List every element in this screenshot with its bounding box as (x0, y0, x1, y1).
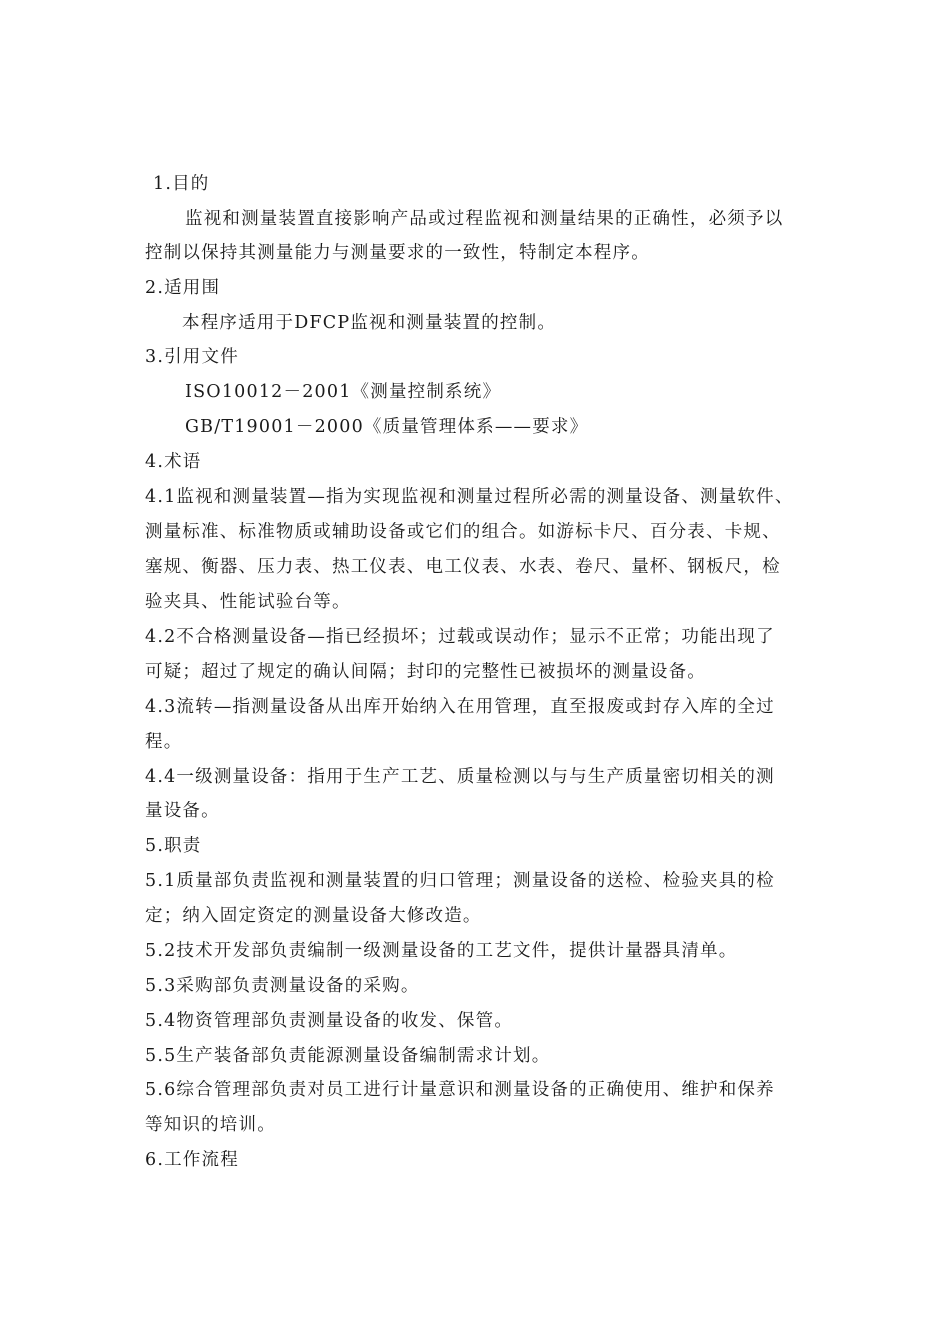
section-3-heading: 3.引用文件 (145, 347, 239, 367)
duty-5-6-line-1: 5.6综合管理部负责对员工进行计量意识和测量设备的正确使用、维护和保养 (145, 1080, 775, 1100)
duty-5-2: 5.2技术开发部负责编制一级测量设备的工艺文件，提供计量器具清单。 (145, 941, 738, 961)
section-4-heading: 4.术语 (145, 452, 202, 472)
section-2-heading: 2.适用围 (145, 278, 221, 298)
section-1-heading: 1.目的 (153, 174, 210, 194)
duty-5-6-line-2: 等知识的培训。 (145, 1115, 276, 1135)
duty-5-3: 5.3采购部负责测量设备的采购。 (145, 976, 420, 996)
duty-5-4: 5.4物资管理部负责测量设备的收发、保管。 (145, 1011, 514, 1031)
term-4-3-line-2: 程。 (145, 732, 183, 752)
reference-iso10012: ISO10012－2001《测量控制系统》 (185, 382, 502, 402)
term-4-1-line-2: 测量标准、标准物质或辅助设备或它们的组合。如游标卡尺、百分表、卡规、 (145, 522, 781, 542)
term-4-4-line-1: 4.4一级测量设备：指用于生产工艺、质量检测以与与生产质量密切相关的测 (145, 767, 775, 787)
term-4-2-line-2: 可疑；超过了规定的确认间隔；封印的完整性已被损坏的测量设备。 (145, 662, 706, 682)
duty-5-1-line-1: 5.1质量部负责监视和测量装置的归口管理；测量设备的送检、检验夹具的检 (145, 871, 775, 891)
section-1-paragraph-line-2: 控制以保持其测量能力与测量要求的一致性，特制定本程序。 (145, 243, 650, 263)
section-6-heading: 6.工作流程 (145, 1150, 239, 1170)
term-4-3-line-1: 4.3流转—指测量设备从出库开始纳入在用管理，直至报废或封存入库的全过 (145, 697, 775, 717)
duty-5-5: 5.5生产装备部负责能源测量设备编制需求计划。 (145, 1046, 551, 1066)
duty-5-1-line-2: 定；纳入固定资定的测量设备大修改造。 (145, 906, 482, 926)
term-4-1-line-1: 4.1监视和测量装置—指为实现监视和测量过程所必需的测量设备、测量软件、 (145, 487, 794, 507)
term-4-1-line-4: 验夹具、性能试验台等。 (145, 592, 351, 612)
section-1-paragraph-line-1: 监视和测量装置直接影响产品或过程监视和测量结果的正确性，必须予以 (185, 209, 784, 229)
term-4-2-line-1: 4.2不合格测量设备—指已经损坏；过载或误动作；显示不正常；功能出现了 (145, 627, 775, 647)
section-2-paragraph: 本程序适用于DFCP监视和测量装置的控制。 (182, 313, 557, 333)
section-5-heading: 5.职责 (145, 836, 202, 856)
term-4-1-line-3: 塞规、衡器、压力表、热工仪表、电工仪表、水表、卷尺、量杯、钢板尺，检 (145, 557, 781, 577)
term-4-4-line-2: 量设备。 (145, 801, 220, 821)
reference-gbt19001: GB/T19001－2000《质量管理体系——要求》 (185, 417, 589, 437)
